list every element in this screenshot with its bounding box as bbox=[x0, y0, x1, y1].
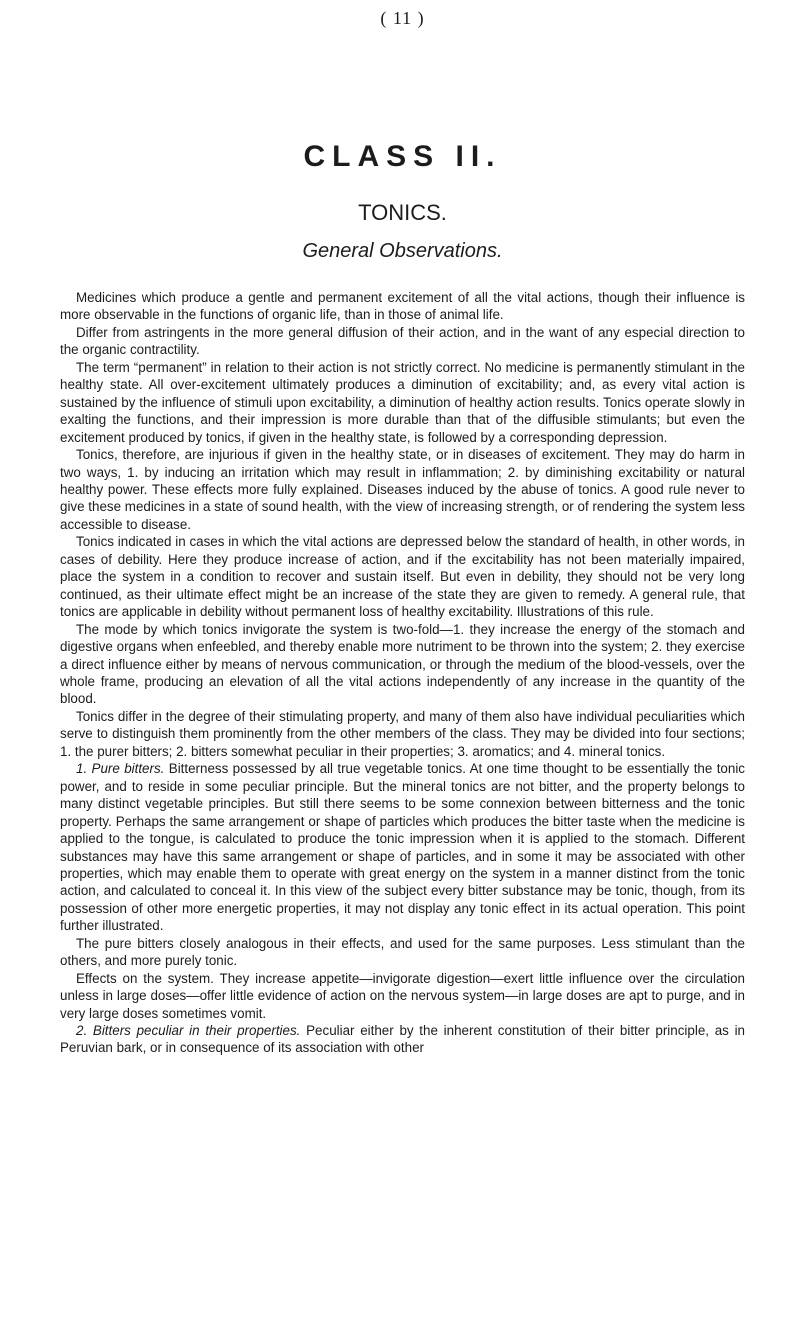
paragraph-7: Tonics differ in the degree of their stimulating property, and many of them also have individual peculiarities which serve to distinguish them prominently from the other members of the class. They may be divided into four sections; 1. the purer bitters; 2. bitters somewhat peculiar in their properties; 3. aromatics; and 4. mineral tonics. bbox=[60, 708, 745, 759]
section-heading: TONICS. bbox=[358, 200, 447, 225]
paragraph-5: Tonics indicated in cases in which the vital actions are depressed below the standard of health, in other words, in cases of debility. Here they produce increase of action, and if the excitability has not been materially impaired, place the system in a condition to recover and sustain itself. But even in debility, they should not be very long continued, as their ultimate effect might be an increase of the state they are given to remedy. A general rule, that tonics are applicable in debility without permanent loss of healthy excitability. Illustrations of this rule. bbox=[60, 534, 745, 620]
paragraph-8: 1. Pure bitters. Bitterness possessed by all true vegetable tonics. At one time thought to be essentially the tonic power, and to reside in some peculiar principle. But the mineral tonics are not bitter, and the property belongs to many distinct vegetable principles. But still there seems to be some connexion between bitterness and the tonic property. Perhaps the same arrangement or shape of particles which produces the bitter taste when the medicine is applied to the tongue, is calculated to produce the tonic impression when it is applied to the stomach. Different substances may have this same arrangement or shape of particles, and in some it may be associated with other properties, which may enable them to operate with great energy on the system in a manner distinct from the tonic action, and calculated to conceal it. In this view of the subject every bitter substance may be tonic, though, from its possession of other more energetic properties, it may not display any tonic effect in its actual operation. This point further illustrated. bbox=[60, 761, 745, 934]
paragraph-6: The mode by which tonics invigorate the system is two-fold—1. they increase the energy of the stomach and digestive organs when enfeebled, and thereby enable more nutriment to be thrown into the system; 2. they exercise a direct influence either by means of nervous communication, or through the medium of the blood-vessels, over the whole frame, producing an elevation of all the vital actions independently of any increase in the quantity of the blood. bbox=[60, 621, 745, 707]
paragraph-4: Tonics, therefore, are injurious if given in the healthy state, or in diseases of excitement. They may do harm in two ways, 1. by inducing an irritation which may result in inflammation; 2. by diminishing excitability or natural healthy power. These effects more fully explained. Diseases induced by the abuse of tonics. A good rule never to give these medicines in a state of sound health, with the view of increasing strength, or of rendering the system less accessible to disease. bbox=[60, 447, 745, 532]
paragraph-11: 2. Bitters peculiar in their properties. Peculiar either by the inherent constitution of their bitter principle, as in Peruvian bark, or in consequence of its association with other bbox=[60, 1023, 746, 1056]
book-page bbox=[60, 0, 745, 1336]
subheading: General Observations. bbox=[302, 240, 503, 262]
paragraph-9: The pure bitters closely analogous in their effects, and used for the same purposes. Less stimulant than the others, and more purely tonic. bbox=[60, 935, 745, 969]
paragraph-10: Effects on the system. They increase appetite—invigorate digestion—exert little influence over the circulation unless in large doses—offer little evidence of action on the nervous system—in large doses are apt to purge, and in very large doses sometimes vomit. bbox=[60, 970, 745, 1021]
paragraph-2: Differ from astringents in the more general diffusion of their action, and in the want of any especial direction to the organic contractility. bbox=[60, 324, 745, 358]
paragraph-3: The term “permanent” in relation to their action is not strictly correct. No medicine is permanently stimulant in the healthy state. All over-excitement ultimately produces a diminution of excitability; and, as every vital action is sustained by the influence of stimuli upon excitability, a diminution of healthy action results. Tonics operate slowly in exalting the functions, and their impression is more durable than that of the diffusible stimulants; but even the excitement produced by tonics, if given in the healthy state, is followed by a corresponding depression. bbox=[60, 359, 745, 445]
paragraph-lead: 2. Bitters peculiar in their properties. bbox=[76, 1023, 301, 1039]
paragraph-1: Medicines which produce a gentle and permanent excitement of all the vital actions, though their influence is more observable in the functions of organic life, than in those of animal life. bbox=[60, 290, 745, 323]
page-number: ( 11 ) bbox=[380, 8, 425, 28]
body-text bbox=[60, 289, 745, 1057]
paragraph-lead: 1. Pure bitters. bbox=[76, 761, 165, 777]
class-heading: CLASS II. bbox=[303, 140, 502, 173]
